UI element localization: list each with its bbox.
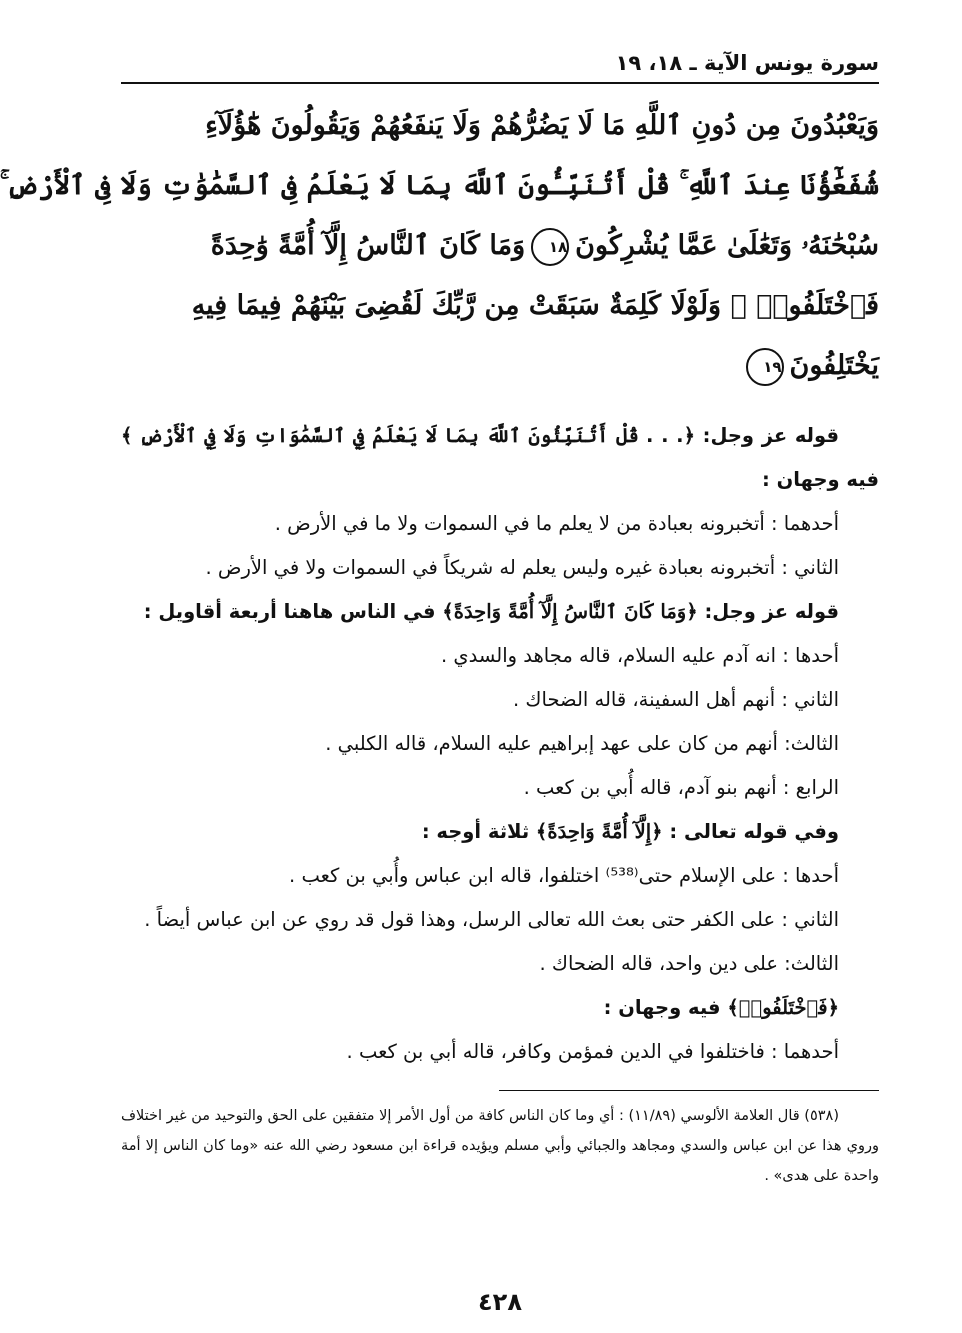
ayah-marker-18: ١٨	[531, 228, 569, 266]
commentary-paragraph-6: الثاني : أنهم أهل السفينة، قاله الضحاك .	[513, 688, 839, 711]
p1-quote: قُلْ أَتُنَبِّئُونَ ٱللَّهَ بِمَا لَا يَعْلَمُ فِي ٱلسَّمَٰوَاتِ وَلَا فِي ٱلْأَرْضِ	[139, 424, 639, 447]
verse-line-3a: سُبْحَٰنَهُۥ وَتَعَٰلَىٰ عَمَّا يُشْرِكُونَ	[575, 230, 879, 261]
verse-line-1: وَيَعْبُدُونَ مِن دُونِ ٱللَّهِ مَا لَا يَضُرُّهُمْ وَلَا يَنفَعُهُمْ وَيَقُولُونَ هَٰٓؤُلَآءِ	[205, 110, 879, 141]
p13-lead: ﴿	[827, 996, 839, 1019]
commentary-paragraph-2: أحدهما : أتخبرونه بعبادة من لا يعلم ما في السموات ولا ما في الأرض .	[274, 512, 839, 535]
commentary-paragraph-9	[121, 810, 879, 854]
footnote-divider	[499, 1090, 879, 1091]
quran-verses	[0, 96, 879, 396]
p9-lead: وفي قوله تعالى : ﴿	[651, 820, 839, 843]
verse-line-4: فَٱخْتَلَفُوا۟ ۚ وَلَوْلَا كَلِمَةٌ سَبَقَتْ مِن رَّبِّكَ لَقُضِىَ بَيْنَهُمْ فِيمَا فِيهِ	[191, 290, 879, 321]
header-divider	[121, 82, 879, 84]
commentary-paragraph-13	[121, 986, 879, 1030]
verse-line-2: شُفَعَٰٓؤُنَا عِندَ ٱللَّهِ ۚ قُلْ أَتُنَبِّـُٔونَ ٱللَّهَ بِمَا لَا يَعْلَمُ فِى ٱلسَّمَٰوَٰتِ وَلَا فِى ٱلْأَرْضِ ۚ	[0, 170, 879, 201]
running-header	[121, 46, 879, 80]
commentary-paragraph-12: الثالث: على دين واحد، قاله الضحاك .	[539, 952, 839, 975]
commentary-paragraph-10: أحدها : على الإسلام حتى⁽⁵³⁸⁾ اختلفوا، قاله ابن عباس وأُبي بن كعب .	[289, 864, 839, 887]
verse-line-3b: وَمَا كَانَ ٱلنَّاسُ إِلَّآ أُمَّةً وَٰحِدَةً	[210, 230, 526, 261]
p1-tail: ﴾ فيه وجهان :	[121, 424, 879, 491]
p1-lead: قوله عز وجل: ﴿. . .	[646, 424, 839, 447]
ayah-marker-19: ١٩	[746, 348, 784, 386]
p4-quote: وَمَا كَانَ ٱلنَّاسُ إِلَّآ أُمَّةً وَاحِدَةً	[453, 600, 687, 623]
p13-tail: ﴾ فيه وجهان :	[603, 996, 739, 1019]
p4-tail: ﴾ في الناس هاهنا أربعة أقاويل :	[143, 600, 454, 623]
commentary-paragraph-5: أحدها : انه آدم عليه السلام، قاله مجاهد والسدي .	[441, 644, 839, 667]
commentary-paragraph-3: الثاني : أتخبرونه بعبادة غيره وليس يعلم له شريكاً في السموات ولا في الأرض .	[205, 556, 839, 579]
commentary-paragraph-14: أحدهما : فاختلفوا في الدين فمؤمن وكافر، قاله أبي بن كعب .	[346, 1040, 839, 1063]
verse-line-5	[121, 336, 879, 396]
p9-tail: ﴾ ثلاثة أوجه :	[421, 820, 548, 843]
p4-lead: قوله عز وجل: ﴿	[686, 600, 839, 623]
verse-line-5a: يَخْتَلِفُونَ	[789, 350, 879, 381]
page-number: ٤٢٨	[478, 1288, 522, 1316]
commentary-paragraph-1	[121, 414, 879, 502]
commentary-paragraph-11: الثاني : على الكفر حتى بعث الله تعالى الرسل، وهذا قول قد روي عن ابن عباس أيضاً .	[144, 908, 839, 931]
commentary-paragraph-8: الرابع : أنهم بنو آدم، قاله أُبي بن كعب .	[523, 776, 839, 799]
commentary-paragraph-7: الثالث: أنهم من كان على عهد إبراهيم عليه السلام، قاله الكلبي .	[325, 732, 839, 755]
p9-quote: إِلَّآ أُمَّةً وَاحِدَةً	[547, 820, 652, 843]
footnotes	[121, 1101, 879, 1191]
document-page	[0, 46, 879, 1316]
header-title: سورة يونس الآية ـ ١٨، ١٩	[615, 51, 879, 75]
commentary-body	[121, 414, 879, 1074]
verse-line-3	[121, 216, 879, 276]
p13-quote: فَٱخْتَلَفُوا۟	[738, 996, 828, 1019]
commentary-paragraph-4	[121, 590, 879, 634]
footnote-538: (٥٣٨) قال العلامة الألوسي (١١/٨٩) : أي وما كان الناس كافة من أول الأمر إلا متفقين على الحق والتوحيد من غير اختلاف وروي هذا عن ابن عباس والسدي ومجاهد والجبائي وأبي مسلم ويؤيده قراءة ابن مسعود رضي الله عنه «وما كان الناس إلا أمة واحدة على هدى» .	[121, 1108, 879, 1184]
